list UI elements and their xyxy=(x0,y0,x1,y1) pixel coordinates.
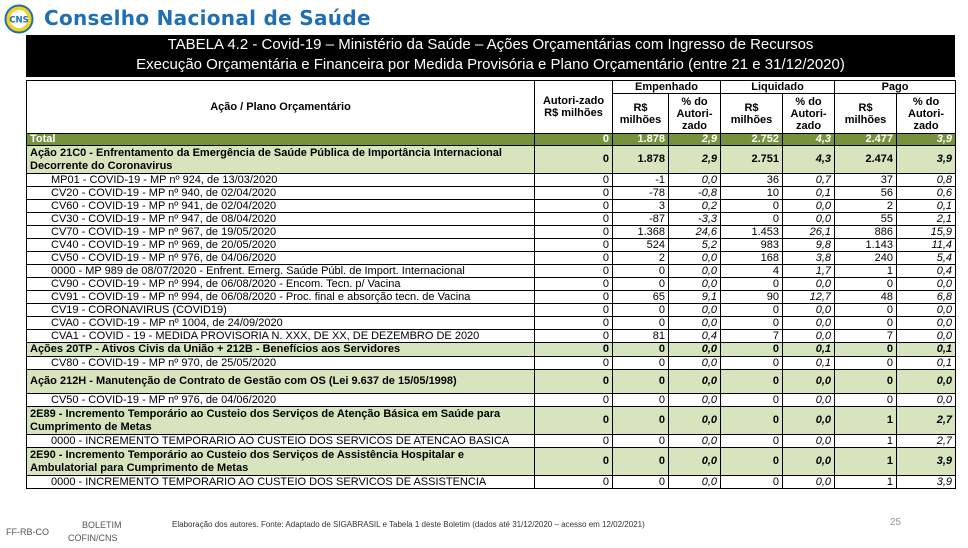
pago-pct: 6,8 xyxy=(897,291,956,304)
header-liquidado-rs: R$ milhões xyxy=(721,94,783,134)
row-label: CVA0 - COVID-19 - MP nº 1004, de 24/09/2020 xyxy=(27,317,535,330)
empenhado-value: 0 xyxy=(613,278,669,291)
liquidado-value: 0 xyxy=(721,476,783,489)
liquidado-pct: 12,7 xyxy=(783,291,835,304)
footer-boletim xyxy=(68,519,122,545)
header-pago: Pago xyxy=(835,81,956,94)
row-label: 2E89 - Incremento Temporário ao Custeio dos Serviços de Atenção Básica em Saúde para Cumprimento de Metas xyxy=(27,407,535,435)
liquidado-pct: 0,0 xyxy=(783,370,835,394)
pago-value: 1 xyxy=(835,476,897,489)
header-empenhado-rs: R$ milhões xyxy=(613,94,669,134)
liquidado-value: 0 xyxy=(721,448,783,476)
pago-pct: 5,4 xyxy=(897,252,956,265)
empenhado-pct: 0,0 xyxy=(669,265,721,278)
empenhado-value: 0 xyxy=(613,476,669,489)
empenhado-value: 0 xyxy=(613,265,669,278)
pago-value: 0 xyxy=(835,317,897,330)
empenhado-value: 524 xyxy=(613,239,669,252)
liquidado-value: 0 xyxy=(721,370,783,394)
empenhado-value: 0 xyxy=(613,304,669,317)
liquidado-pct: 0,0 xyxy=(783,435,835,448)
pago-value: 0 xyxy=(835,394,897,407)
autorizado-value: 0 xyxy=(535,146,613,174)
liquidado-pct: 0,0 xyxy=(783,448,835,476)
liquidado-pct: 0,0 xyxy=(783,304,835,317)
liquidado-pct: 0,0 xyxy=(783,394,835,407)
liquidado-pct: 0,0 xyxy=(783,476,835,489)
footer-boletim-line1: BOLETIM xyxy=(82,520,122,530)
liquidado-pct: 0,1 xyxy=(783,357,835,370)
liquidado-pct: 0,0 xyxy=(783,330,835,343)
table-row xyxy=(27,304,956,317)
empenhado-value: 0 xyxy=(613,317,669,330)
empenhado-pct: 0,0 xyxy=(669,278,721,291)
autorizado-value: 0 xyxy=(535,317,613,330)
liquidado-value: 0 xyxy=(721,407,783,435)
pago-value: 55 xyxy=(835,213,897,226)
pago-value: 0 xyxy=(835,370,897,394)
cns-logo-icon xyxy=(4,4,34,34)
pago-value: 1 xyxy=(835,407,897,435)
header-autorizado: Autori-zado R$ milhões xyxy=(535,81,613,134)
row-label: CV60 - COVID-19 - MP nº 941, de 02/04/2020 xyxy=(27,200,535,213)
row-label: CV90 - COVID-19 - MP nº 994, de 06/08/2020 - Encom. Tecn. p/ Vacina xyxy=(27,278,535,291)
empenhado-value: 0 xyxy=(613,357,669,370)
liquidado-value: 1.453 xyxy=(721,226,783,239)
header-pago-pct: % do Autori-zado xyxy=(897,94,956,134)
table-row xyxy=(27,252,956,265)
footer-source: Elaboração dos autores. Fonte: Adaptado de SIGABRASIL e Tabela 1 deste Boletim (dados até 31/12/2020 – acesso em 12/02/2021) xyxy=(172,520,645,529)
pago-value: 0 xyxy=(835,357,897,370)
liquidado-value: 0 xyxy=(721,213,783,226)
table-row xyxy=(27,226,956,239)
pago-value: 1 xyxy=(835,435,897,448)
empenhado-value: 81 xyxy=(613,330,669,343)
table-row xyxy=(27,213,956,226)
empenhado-pct: 24,6 xyxy=(669,226,721,239)
pago-pct: 0,0 xyxy=(897,394,956,407)
empenhado-pct: 0,0 xyxy=(669,435,721,448)
empenhado-pct: 0,0 xyxy=(669,394,721,407)
row-label: CV30 - COVID-19 - MP nº 947, de 08/04/2020 xyxy=(27,213,535,226)
row-label: CV40 - COVID-19 - MP nº 969, de 20/05/2020 xyxy=(27,239,535,252)
table-title-line1: TABELA 4.2 - Covid-19 – Ministério da Saúde – Ações Orçamentárias com Ingresso de Recursos xyxy=(167,36,814,53)
empenhado-pct: 0,0 xyxy=(669,448,721,476)
row-label: Ações 20TP - Ativos Civis da União + 212B - Benefícios aos Servidores xyxy=(27,343,535,357)
autorizado-value: 0 xyxy=(535,343,613,357)
liquidado-pct: 4,3 xyxy=(783,134,835,146)
row-label: 2E90 - Incremento Temporário ao Custeio dos Serviços de Assistência Hospitalar e Ambulatorial para Cumprimento de Metas xyxy=(27,448,535,476)
pago-value: 0 xyxy=(835,278,897,291)
pago-value: 56 xyxy=(835,187,897,200)
row-label: CVA1 - COVID - 19 - MEDIDA PROVISORIA N. XXX, DE XX, DE DEZEMBRO DE 2020 xyxy=(27,330,535,343)
pago-pct: 11,4 xyxy=(897,239,956,252)
autorizado-value: 0 xyxy=(535,265,613,278)
autorizado-value: 0 xyxy=(535,291,613,304)
autorizado-value: 0 xyxy=(535,134,613,146)
empenhado-pct: 0,0 xyxy=(669,304,721,317)
empenhado-pct: 0,0 xyxy=(669,317,721,330)
liquidado-pct: 1,7 xyxy=(783,265,835,278)
row-label: Total xyxy=(27,134,535,146)
liquidado-value: 2.752 xyxy=(721,134,783,146)
empenhado-pct: 0,0 xyxy=(669,407,721,435)
liquidado-value: 4 xyxy=(721,265,783,278)
autorizado-value: 0 xyxy=(535,370,613,394)
group-row xyxy=(27,407,956,435)
table-row xyxy=(27,435,956,448)
row-label: CV50 - COVID-19 - MP nº 976, de 04/06/2020 xyxy=(27,252,535,265)
empenhado-pct: 5,2 xyxy=(669,239,721,252)
pago-pct: 15,9 xyxy=(897,226,956,239)
empenhado-pct: 0,0 xyxy=(669,476,721,489)
liquidado-value: 0 xyxy=(721,304,783,317)
row-label: CV70 - COVID-19 - MP nº 967, de 19/05/2020 xyxy=(27,226,535,239)
autorizado-value: 0 xyxy=(535,476,613,489)
table-row xyxy=(27,200,956,213)
page-number: 25 xyxy=(890,517,902,528)
empenhado-pct: 0,0 xyxy=(669,252,721,265)
pago-pct: 0,8 xyxy=(897,174,956,187)
pago-pct: 0,0 xyxy=(897,278,956,291)
liquidado-pct: 0,0 xyxy=(783,278,835,291)
empenhado-value: 3 xyxy=(613,200,669,213)
liquidado-value: 0 xyxy=(721,278,783,291)
autorizado-value: 0 xyxy=(535,394,613,407)
liquidado-value: 0 xyxy=(721,394,783,407)
liquidado-pct: 0,1 xyxy=(783,187,835,200)
pago-value: 2.477 xyxy=(835,134,897,146)
liquidado-pct: 0,0 xyxy=(783,317,835,330)
pago-value: 37 xyxy=(835,174,897,187)
empenhado-value: 0 xyxy=(613,343,669,357)
liquidado-value: 0 xyxy=(721,317,783,330)
empenhado-value: 0 xyxy=(613,407,669,435)
liquidado-pct: 0,0 xyxy=(783,407,835,435)
empenhado-pct: 0,0 xyxy=(669,343,721,357)
pago-pct: 0,4 xyxy=(897,265,956,278)
table-title xyxy=(26,35,955,77)
liquidado-value: 0 xyxy=(721,343,783,357)
table-row xyxy=(27,265,956,278)
header-acao: Ação / Plano Orçamentário xyxy=(27,81,535,134)
pago-pct: 3,9 xyxy=(897,146,956,174)
pago-value: 1 xyxy=(835,448,897,476)
liquidado-value: 2.751 xyxy=(721,146,783,174)
liquidado-pct: 3,8 xyxy=(783,252,835,265)
row-label: CV20 - COVID-19 - MP nº 940, de 02/04/2020 xyxy=(27,187,535,200)
autorizado-value: 0 xyxy=(535,357,613,370)
group-row xyxy=(27,343,956,357)
empenhado-pct: 0,0 xyxy=(669,370,721,394)
autorizado-value: 0 xyxy=(535,330,613,343)
pago-pct: 0,0 xyxy=(897,330,956,343)
footer-boletim-line2: COFIN/CNS xyxy=(68,533,118,543)
pago-pct: 2,7 xyxy=(897,407,956,435)
table-row xyxy=(27,357,956,370)
autorizado-value: 0 xyxy=(535,187,613,200)
pago-pct: 0,1 xyxy=(897,343,956,357)
row-label: 0000 - INCREMENTO TEMPORARIO AO CUSTEIO DOS SERVICOS DE ASSISTENCIA xyxy=(27,476,535,489)
group-row xyxy=(27,370,956,394)
row-label: CV50 - COVID-19 - MP nº 976, de 04/06/2020 xyxy=(27,394,535,407)
empenhado-value: 1.878 xyxy=(613,146,669,174)
liquidado-pct: 0,0 xyxy=(783,200,835,213)
empenhado-value: -78 xyxy=(613,187,669,200)
empenhado-pct: 0,4 xyxy=(669,330,721,343)
empenhado-pct: 2,9 xyxy=(669,146,721,174)
brand-name: Conselho Nacional de Saúde xyxy=(44,6,371,30)
footer-code: FF-RB-CO xyxy=(6,527,49,537)
liquidado-value: 10 xyxy=(721,187,783,200)
pago-pct: 2,1 xyxy=(897,213,956,226)
autorizado-value: 0 xyxy=(535,448,613,476)
row-label: Ação 212H - Manutenção de Contrato de Gestão com OS (Lei 9.637 de 15/05/1998) xyxy=(27,370,535,394)
pago-pct: 0,0 xyxy=(897,370,956,394)
empenhado-value: 0 xyxy=(613,370,669,394)
liquidado-value: 0 xyxy=(721,435,783,448)
pago-pct: 3,9 xyxy=(897,448,956,476)
autorizado-value: 0 xyxy=(535,239,613,252)
autorizado-value: 0 xyxy=(535,200,613,213)
row-label: CV80 - COVID-19 - MP nº 970, de 25/05/2020 xyxy=(27,357,535,370)
empenhado-value: 2 xyxy=(613,252,669,265)
header-pago-rs: R$ milhões xyxy=(835,94,897,134)
table-row xyxy=(27,317,956,330)
pago-pct: 3,9 xyxy=(897,134,956,146)
pago-pct: 0,0 xyxy=(897,317,956,330)
liquidado-pct: 26,1 xyxy=(783,226,835,239)
pago-value: 240 xyxy=(835,252,897,265)
budget-table xyxy=(26,80,956,489)
row-label: 0000 - INCREMENTO TEMPORARIO AO CUSTEIO DOS SERVICOS DE ATENCAO BASICA xyxy=(27,435,535,448)
row-label: 0000 - MP 989 de 08/07/2020 - Enfrent. Emerg. Saúde Públ. de Import. Internacional xyxy=(27,265,535,278)
pago-value: 2.474 xyxy=(835,146,897,174)
empenhado-pct: 0,0 xyxy=(669,174,721,187)
page-header xyxy=(0,0,968,36)
liquidado-value: 0 xyxy=(721,357,783,370)
pago-pct: 0,0 xyxy=(897,304,956,317)
empenhado-pct: 2,9 xyxy=(669,134,721,146)
table-row xyxy=(27,476,956,489)
pago-pct: 0,1 xyxy=(897,357,956,370)
row-label: Ação 21C0 - Enfrentamento da Emergência de Saúde Pública de Importância Internacional Decorrente do Coronavirus xyxy=(27,146,535,174)
row-label: MP01 - COVID-19 - MP nº 924, de 13/03/2020 xyxy=(27,174,535,187)
empenhado-value: -87 xyxy=(613,213,669,226)
liquidado-pct: 0,1 xyxy=(783,343,835,357)
empenhado-value: 0 xyxy=(613,435,669,448)
header-liquidado-pct: % do Autori-zado xyxy=(783,94,835,134)
header-liquidado: Liquidado xyxy=(721,81,835,94)
liquidado-value: 36 xyxy=(721,174,783,187)
autorizado-value: 0 xyxy=(535,278,613,291)
autorizado-value: 0 xyxy=(535,174,613,187)
table-row xyxy=(27,394,956,407)
liquidado-pct: 0,0 xyxy=(783,213,835,226)
empenhado-pct: 0,0 xyxy=(669,357,721,370)
empenhado-pct: 9,1 xyxy=(669,291,721,304)
pago-value: 1 xyxy=(835,265,897,278)
table-body xyxy=(27,134,956,489)
empenhado-pct: -3,3 xyxy=(669,213,721,226)
table-row xyxy=(27,174,956,187)
liquidado-value: 983 xyxy=(721,239,783,252)
liquidado-value: 0 xyxy=(721,200,783,213)
pago-value: 48 xyxy=(835,291,897,304)
group-row xyxy=(27,448,956,476)
group-row xyxy=(27,146,956,174)
autorizado-value: 0 xyxy=(535,226,613,239)
liquidado-pct: 4,3 xyxy=(783,146,835,174)
liquidado-value: 7 xyxy=(721,330,783,343)
empenhado-value: 1.878 xyxy=(613,134,669,146)
pago-value: 1.143 xyxy=(835,239,897,252)
autorizado-value: 0 xyxy=(535,252,613,265)
pago-value: 886 xyxy=(835,226,897,239)
liquidado-value: 168 xyxy=(721,252,783,265)
table-row xyxy=(27,187,956,200)
header-empenhado: Empenhado xyxy=(613,81,721,94)
table-row xyxy=(27,330,956,343)
row-label: CV19 - CORONAVIRUS (COVID19) xyxy=(27,304,535,317)
pago-value: 0 xyxy=(835,304,897,317)
autorizado-value: 0 xyxy=(535,304,613,317)
pago-value: 2 xyxy=(835,200,897,213)
pago-pct: 3,9 xyxy=(897,476,956,489)
empenhado-pct: -0,8 xyxy=(669,187,721,200)
empenhado-value: 0 xyxy=(613,448,669,476)
empenhado-value: 1.368 xyxy=(613,226,669,239)
empenhado-value: 0 xyxy=(613,394,669,407)
total-row xyxy=(27,134,956,146)
logo-text: CNS xyxy=(9,15,29,26)
liquidado-value: 90 xyxy=(721,291,783,304)
empenhado-pct: 0,2 xyxy=(669,200,721,213)
table-row xyxy=(27,239,956,252)
header-empenhado-pct: % do Autori-zado xyxy=(669,94,721,134)
table-row xyxy=(27,278,956,291)
table-title-line2: Execução Orçamentária e Financeira por Medida Provisória e Plano Orçamentário (entre 21 e 31/12/2020) xyxy=(136,56,845,73)
pago-pct: 0,1 xyxy=(897,200,956,213)
liquidado-pct: 9,8 xyxy=(783,239,835,252)
pago-value: 0 xyxy=(835,343,897,357)
autorizado-value: 0 xyxy=(535,407,613,435)
pago-pct: 0,6 xyxy=(897,187,956,200)
liquidado-pct: 0,7 xyxy=(783,174,835,187)
row-label: CV91 - COVID-19 - MP nº 994, de 06/08/2020 - Proc. final e absorção tecn. de Vacina xyxy=(27,291,535,304)
empenhado-value: -1 xyxy=(613,174,669,187)
pago-pct: 2,7 xyxy=(897,435,956,448)
table-row xyxy=(27,291,956,304)
pago-value: 7 xyxy=(835,330,897,343)
autorizado-value: 0 xyxy=(535,213,613,226)
empenhado-value: 65 xyxy=(613,291,669,304)
autorizado-value: 0 xyxy=(535,435,613,448)
